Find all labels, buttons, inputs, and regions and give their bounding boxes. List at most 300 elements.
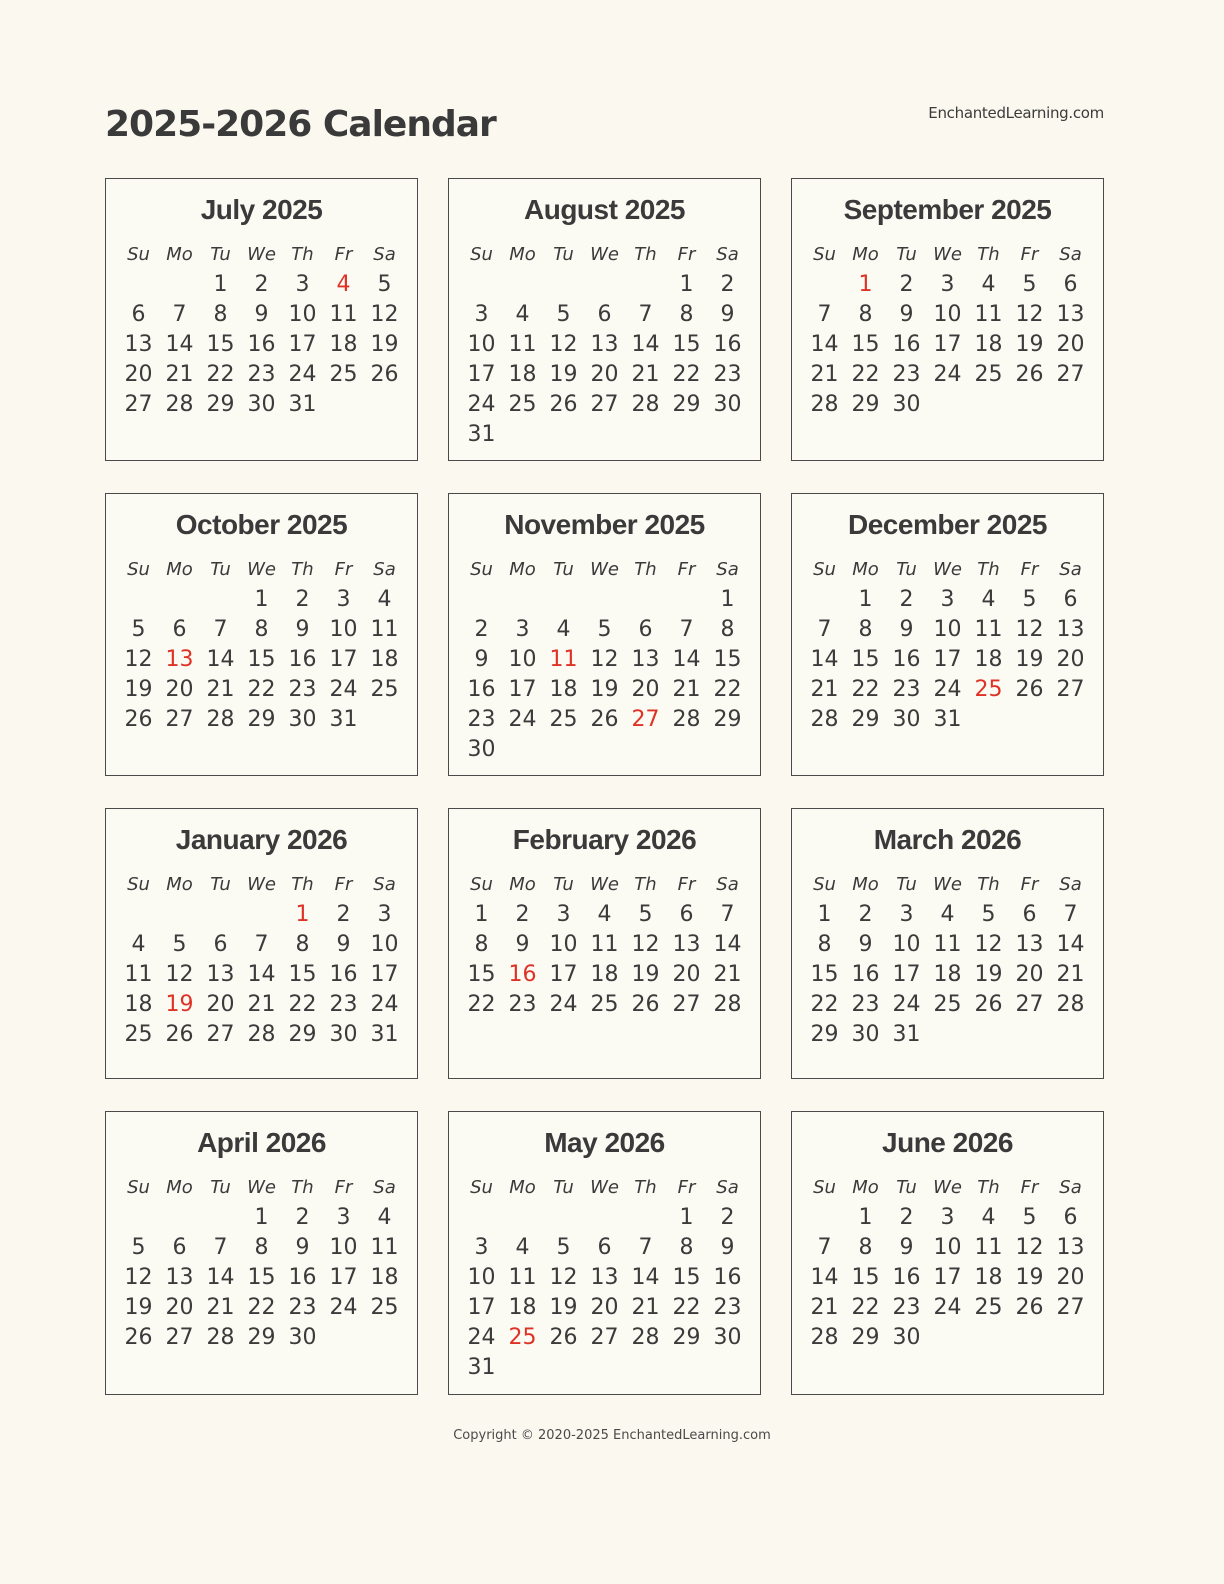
day-cell: 6	[1063, 1204, 1078, 1230]
month-title: June 2026	[882, 1127, 1013, 1158]
day-cell: 24	[467, 1324, 496, 1350]
empty-day-cell	[707, 1352, 748, 1382]
weekday-header: Tu	[896, 243, 917, 265]
day-cell: 4	[515, 301, 530, 327]
weekday-header: Sa	[373, 1176, 396, 1198]
empty-day-cell	[625, 1352, 666, 1382]
week-row	[804, 1202, 1091, 1232]
day-cell: 11	[974, 1234, 1003, 1260]
day-cell: 29	[672, 391, 701, 417]
day-cell: 5	[638, 901, 653, 927]
month-table	[461, 554, 748, 764]
day-cell: 1	[679, 271, 694, 297]
day-cell: 28	[631, 391, 660, 417]
day-cell: 31	[329, 706, 358, 732]
empty-day-cell	[502, 734, 543, 764]
day-cell: 20	[206, 991, 235, 1017]
month-title: September 2025	[843, 194, 1052, 225]
weekday-header: Th	[291, 243, 314, 265]
empty-day-cell	[543, 1202, 584, 1232]
day-cell: 5	[172, 931, 187, 957]
weekday-header: Th	[291, 558, 314, 580]
day-cell: 5	[556, 1234, 571, 1260]
day-cell: 3	[940, 271, 955, 297]
empty-day-cell	[502, 584, 543, 614]
day-cell: 16	[851, 961, 880, 987]
day-cell: 26	[974, 991, 1003, 1017]
day-cell: 21	[631, 361, 660, 387]
empty-day-cell	[666, 734, 707, 764]
day-cell: 13	[631, 646, 660, 672]
day-cell: 18	[124, 991, 153, 1017]
week-row	[804, 359, 1091, 389]
week-row	[804, 269, 1091, 299]
day-cell: 24	[288, 361, 317, 387]
day-cell: 12	[631, 931, 660, 957]
empty-day-cell	[159, 899, 200, 929]
day-cell: 3	[556, 901, 571, 927]
day-cell: 18	[590, 961, 619, 987]
day-cell: 14	[810, 331, 839, 357]
day-cell: 5	[556, 301, 571, 327]
weekday-header: Mo	[509, 1176, 536, 1198]
day-cell: 23	[508, 991, 537, 1017]
day-cell: 30	[892, 1324, 921, 1350]
day-cell: 28	[810, 1324, 839, 1350]
day-cell: 29	[810, 1021, 839, 1047]
day-cell: 29	[851, 706, 880, 732]
weekday-header: Mo	[509, 243, 536, 265]
day-cell: 9	[336, 931, 351, 957]
weekday-header-row	[804, 554, 1091, 584]
weekday-header: Tu	[553, 243, 574, 265]
empty-day-cell	[502, 1352, 543, 1382]
day-cell: 11	[590, 931, 619, 957]
day-cell: 4	[940, 901, 955, 927]
day-cell: 9	[254, 301, 269, 327]
day-cell: 2	[295, 586, 310, 612]
day-cell: 9	[474, 646, 489, 672]
day-cell: 24	[933, 676, 962, 702]
day-cell: 10	[370, 931, 399, 957]
day-cell: 8	[679, 301, 694, 327]
day-cell: 29	[206, 391, 235, 417]
week-row	[461, 1352, 748, 1382]
day-cell: 17	[467, 361, 496, 387]
empty-day-cell	[118, 269, 159, 299]
empty-day-cell	[968, 1019, 1009, 1049]
day-cell: 15	[713, 646, 742, 672]
day-cell: 23	[713, 1294, 742, 1320]
weekday-header: Su	[470, 243, 493, 265]
day-cell: 31	[933, 706, 962, 732]
day-cell: 6	[638, 616, 653, 642]
day-cell: 6	[679, 901, 694, 927]
empty-day-cell	[584, 584, 625, 614]
day-cell: 18	[974, 1264, 1003, 1290]
day-cell: 24	[933, 1294, 962, 1320]
week-row	[804, 959, 1091, 989]
day-cell: 27	[590, 391, 619, 417]
empty-day-cell	[461, 269, 502, 299]
week-row	[461, 359, 748, 389]
day-cell: 7	[720, 901, 735, 927]
day-cell: 13	[165, 1264, 194, 1290]
day-cell: 2	[899, 586, 914, 612]
empty-day-cell	[707, 734, 748, 764]
weekday-header: Tu	[896, 873, 917, 895]
day-cell: 8	[474, 931, 489, 957]
weekday-header: Sa	[1059, 1176, 1082, 1198]
day-cell: 16	[892, 1264, 921, 1290]
day-cell: 28	[206, 1324, 235, 1350]
empty-day-cell	[461, 1202, 502, 1232]
day-cell: 10	[329, 616, 358, 642]
empty-day-cell	[502, 269, 543, 299]
day-cell: 28	[631, 1324, 660, 1350]
day-cell: 22	[851, 361, 880, 387]
day-cell: 28	[713, 991, 742, 1017]
weekday-header: Tu	[896, 558, 917, 580]
day-cell: 23	[892, 361, 921, 387]
week-row	[118, 359, 405, 389]
empty-day-cell	[625, 734, 666, 764]
weekday-header: Th	[291, 1176, 314, 1198]
day-cell: 28	[1056, 991, 1085, 1017]
day-cell: 13	[590, 1264, 619, 1290]
empty-day-cell	[543, 419, 584, 449]
month-table	[804, 239, 1091, 419]
month-calendar-march-2026	[791, 808, 1104, 1079]
day-cell: 26	[1015, 361, 1044, 387]
day-cell: 30	[467, 736, 496, 762]
day-cell: 14	[810, 1264, 839, 1290]
day-cell: 7	[638, 301, 653, 327]
day-cell: 10	[549, 931, 578, 957]
day-cell: 29	[672, 1324, 701, 1350]
empty-day-cell	[666, 419, 707, 449]
day-cell: 24	[933, 361, 962, 387]
day-cell: 2	[720, 271, 735, 297]
day-cell: 4	[556, 616, 571, 642]
day-cell: 11	[974, 301, 1003, 327]
day-cell: 10	[933, 1234, 962, 1260]
weekday-header: Fr	[334, 1176, 353, 1198]
holiday-day-cell: 11	[549, 646, 578, 672]
week-row	[804, 674, 1091, 704]
day-cell: 12	[549, 331, 578, 357]
holiday-day-cell: 25	[508, 1324, 537, 1350]
week-row	[804, 1262, 1091, 1292]
weekday-header: Fr	[1020, 558, 1039, 580]
day-cell: 5	[1022, 586, 1037, 612]
day-cell: 31	[288, 391, 317, 417]
day-cell: 17	[467, 1294, 496, 1320]
day-cell: 22	[247, 676, 276, 702]
empty-day-cell	[804, 584, 845, 614]
day-cell: 4	[377, 1204, 392, 1230]
day-cell: 17	[370, 961, 399, 987]
weekday-header: We	[247, 1176, 276, 1198]
weekday-header: Su	[813, 1176, 836, 1198]
day-cell: 14	[165, 331, 194, 357]
day-cell: 27	[206, 1021, 235, 1047]
empty-day-cell	[200, 584, 241, 614]
day-cell: 29	[713, 706, 742, 732]
day-cell: 27	[165, 706, 194, 732]
weekday-header: Fr	[677, 558, 696, 580]
weekday-header: Tu	[553, 558, 574, 580]
empty-day-cell	[927, 1322, 968, 1352]
day-cell: 21	[206, 676, 235, 702]
empty-day-cell	[118, 1202, 159, 1232]
week-row	[804, 389, 1091, 419]
empty-day-cell	[666, 584, 707, 614]
weekday-header: Fr	[1020, 1176, 1039, 1198]
month-title: August 2025	[524, 194, 685, 225]
day-cell: 26	[370, 361, 399, 387]
empty-day-cell	[1009, 704, 1050, 734]
day-cell: 24	[329, 1294, 358, 1320]
day-cell: 17	[508, 676, 537, 702]
weekday-header: We	[247, 873, 276, 895]
day-cell: 30	[851, 1021, 880, 1047]
weekday-header: Tu	[210, 873, 231, 895]
day-cell: 24	[508, 706, 537, 732]
week-row	[118, 299, 405, 329]
weekday-header: Tu	[896, 1176, 917, 1198]
weekday-header-row	[461, 1172, 748, 1202]
month-table	[118, 1172, 405, 1352]
week-row	[804, 1292, 1091, 1322]
weekday-header: Fr	[1020, 243, 1039, 265]
weekday-header: Tu	[210, 558, 231, 580]
day-cell: 19	[1015, 1264, 1044, 1290]
empty-day-cell	[461, 584, 502, 614]
week-row	[804, 1322, 1091, 1352]
day-cell: 1	[254, 1204, 269, 1230]
day-cell: 6	[1022, 901, 1037, 927]
week-row	[118, 584, 405, 614]
day-cell: 29	[288, 1021, 317, 1047]
day-cell: 10	[892, 931, 921, 957]
week-row	[118, 389, 405, 419]
day-cell: 4	[981, 271, 996, 297]
day-cell: 25	[590, 991, 619, 1017]
empty-day-cell	[625, 269, 666, 299]
day-cell: 2	[336, 901, 351, 927]
day-cell: 18	[508, 1294, 537, 1320]
day-cell: 15	[672, 331, 701, 357]
empty-day-cell	[968, 704, 1009, 734]
week-row	[804, 989, 1091, 1019]
empty-day-cell	[159, 1202, 200, 1232]
week-row	[118, 1232, 405, 1262]
week-row	[118, 614, 405, 644]
day-cell: 25	[124, 1021, 153, 1047]
day-cell: 8	[295, 931, 310, 957]
day-cell: 23	[467, 706, 496, 732]
month-title: March 2026	[873, 824, 1022, 855]
day-cell: 13	[1015, 931, 1044, 957]
day-cell: 12	[124, 646, 153, 672]
empty-day-cell	[118, 584, 159, 614]
week-row	[118, 329, 405, 359]
day-cell: 8	[679, 1234, 694, 1260]
day-cell: 20	[165, 676, 194, 702]
day-cell: 30	[713, 1324, 742, 1350]
day-cell: 25	[508, 391, 537, 417]
day-cell: 18	[974, 646, 1003, 672]
weekday-header: Mo	[166, 558, 193, 580]
month-table	[118, 554, 405, 734]
day-cell: 21	[810, 676, 839, 702]
day-cell: 25	[933, 991, 962, 1017]
empty-day-cell	[584, 734, 625, 764]
day-cell: 26	[1015, 676, 1044, 702]
day-cell: 7	[817, 616, 832, 642]
day-cell: 25	[974, 1294, 1003, 1320]
day-cell: 11	[370, 1234, 399, 1260]
day-cell: 23	[713, 361, 742, 387]
month-calendar-february-2026	[448, 808, 761, 1079]
day-cell: 7	[254, 931, 269, 957]
day-cell: 20	[124, 361, 153, 387]
weekday-header: Th	[634, 1176, 657, 1198]
day-cell: 7	[638, 1234, 653, 1260]
week-row	[804, 899, 1091, 929]
month-calendar-august-2025	[448, 178, 761, 461]
day-cell: 31	[467, 1354, 496, 1380]
day-cell: 24	[549, 991, 578, 1017]
day-cell: 12	[1015, 616, 1044, 642]
weekday-header: Mo	[509, 873, 536, 895]
week-row	[461, 419, 748, 449]
day-cell: 19	[590, 676, 619, 702]
week-row	[804, 644, 1091, 674]
day-cell: 5	[597, 616, 612, 642]
day-cell: 18	[549, 676, 578, 702]
day-cell: 8	[858, 301, 873, 327]
day-cell: 26	[590, 706, 619, 732]
day-cell: 15	[206, 331, 235, 357]
weekday-header: Sa	[716, 243, 739, 265]
day-cell: 8	[213, 301, 228, 327]
day-cell: 21	[247, 991, 276, 1017]
day-cell: 11	[933, 931, 962, 957]
day-cell: 1	[720, 586, 735, 612]
day-cell: 14	[247, 961, 276, 987]
week-row	[461, 1322, 748, 1352]
day-cell: 20	[590, 1294, 619, 1320]
day-cell: 17	[549, 961, 578, 987]
day-cell: 4	[515, 1234, 530, 1260]
day-cell: 24	[892, 991, 921, 1017]
day-cell: 14	[206, 1264, 235, 1290]
week-row	[118, 704, 405, 734]
day-cell: 12	[974, 931, 1003, 957]
day-cell: 3	[940, 586, 955, 612]
day-cell: 20	[1056, 646, 1085, 672]
weekday-header: Th	[291, 873, 314, 895]
weekday-header: Sa	[373, 243, 396, 265]
weekday-header: Th	[977, 243, 1000, 265]
day-cell: 16	[288, 646, 317, 672]
day-cell: 30	[288, 1324, 317, 1350]
day-cell: 31	[467, 421, 496, 447]
day-cell: 18	[974, 331, 1003, 357]
week-row	[461, 899, 748, 929]
month-calendar-december-2025	[791, 493, 1104, 776]
weekday-header: Th	[634, 558, 657, 580]
weekday-header: We	[933, 873, 962, 895]
weekday-header: Sa	[373, 558, 396, 580]
day-cell: 27	[124, 391, 153, 417]
day-cell: 1	[679, 1204, 694, 1230]
month-calendar-may-2026	[448, 1111, 761, 1395]
day-cell: 14	[631, 1264, 660, 1290]
weekday-header: Th	[977, 873, 1000, 895]
week-row	[461, 299, 748, 329]
empty-day-cell	[364, 704, 405, 734]
day-cell: 27	[1056, 676, 1085, 702]
day-cell: 30	[247, 391, 276, 417]
empty-day-cell	[968, 389, 1009, 419]
day-cell: 26	[549, 1324, 578, 1350]
day-cell: 1	[474, 901, 489, 927]
month-title: February 2026	[512, 824, 697, 855]
day-cell: 30	[892, 391, 921, 417]
weekday-header: Sa	[1059, 873, 1082, 895]
weekday-header: Fr	[334, 243, 353, 265]
day-cell: 4	[981, 586, 996, 612]
day-cell: 7	[817, 301, 832, 327]
week-row	[461, 1202, 748, 1232]
day-cell: 29	[851, 391, 880, 417]
holiday-day-cell: 25	[974, 676, 1003, 702]
day-cell: 17	[329, 646, 358, 672]
holiday-day-cell: 19	[165, 991, 194, 1017]
day-cell: 4	[597, 901, 612, 927]
day-cell: 19	[631, 961, 660, 987]
weekday-header: Su	[813, 873, 836, 895]
day-cell: 3	[336, 1204, 351, 1230]
empty-day-cell	[1009, 389, 1050, 419]
day-cell: 7	[172, 301, 187, 327]
day-cell: 3	[899, 901, 914, 927]
day-cell: 14	[1056, 931, 1085, 957]
empty-day-cell	[323, 389, 364, 419]
day-cell: 17	[933, 331, 962, 357]
day-cell: 27	[165, 1324, 194, 1350]
day-cell: 23	[851, 991, 880, 1017]
weekday-header: Mo	[852, 243, 879, 265]
day-cell: 10	[288, 301, 317, 327]
day-cell: 16	[467, 676, 496, 702]
weekday-header: We	[247, 243, 276, 265]
day-cell: 27	[1056, 361, 1085, 387]
week-row	[461, 389, 748, 419]
day-cell: 10	[467, 331, 496, 357]
day-cell: 1	[858, 1204, 873, 1230]
day-cell: 21	[165, 361, 194, 387]
day-cell: 25	[974, 361, 1003, 387]
day-cell: 27	[590, 1324, 619, 1350]
week-row	[118, 899, 405, 929]
day-cell: 21	[810, 1294, 839, 1320]
day-cell: 22	[247, 1294, 276, 1320]
day-cell: 20	[672, 961, 701, 987]
